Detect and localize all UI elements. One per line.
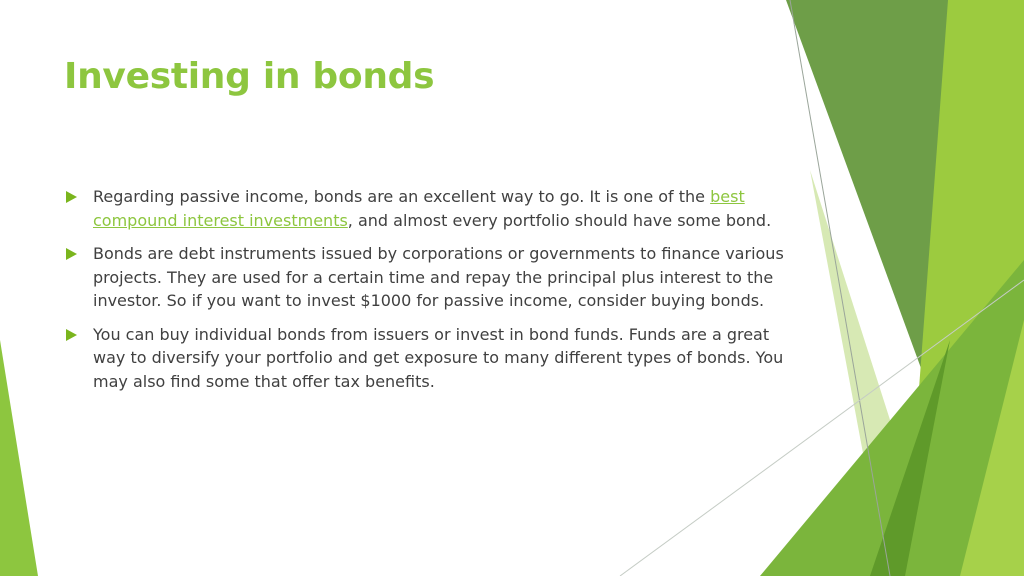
bullet-item (64, 323, 784, 394)
bullet-arrow-icon (66, 248, 77, 260)
bullet-text: You can buy individual bonds from issuers or invest in bond funds. Funds are a great way to diversify your portfolio and get exposure to many different types of bonds. You may also find some that offer tax benefits. (93, 324, 784, 391)
bullet-text: Bonds are debt instruments issued by corporations or governments to finance various projects. They are used for a certain time and repay the principal plus interest to the investor. So if you want to invest $1000 for passive income, consider buying bonds. (93, 244, 784, 310)
bullet-item (64, 185, 784, 232)
compound-interest-link[interactable]: best compound interest investments (93, 187, 745, 230)
bullet-text-before-link: Regarding passive income, bonds are an excellent way to go. It is one of the (93, 187, 711, 206)
bullet-text-after-link: , and almost every portfolio should have some bond. (347, 210, 772, 230)
bullet-item (64, 242, 784, 313)
bullet-arrow-icon (66, 329, 77, 341)
bullet-arrow-icon (66, 191, 77, 203)
left-edge-stripe (0, 340, 38, 576)
slide-title: Investing in bonds (64, 56, 435, 97)
bullet-list (64, 185, 784, 403)
